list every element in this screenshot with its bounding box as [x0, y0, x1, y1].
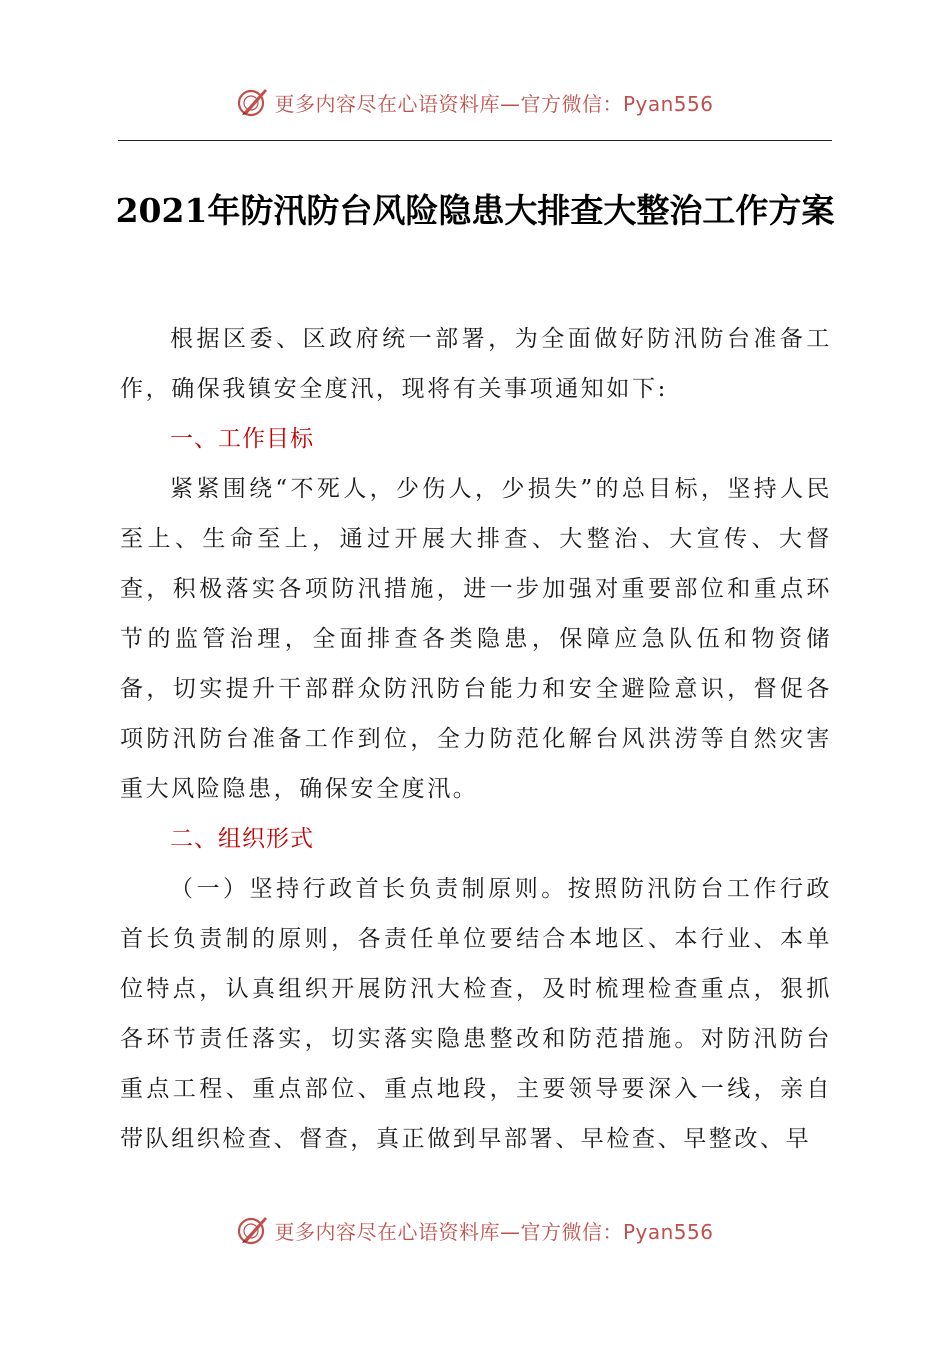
document-body — [120, 314, 832, 1164]
section-heading-goals: 一、工作目标 — [170, 426, 314, 452]
header-divider — [118, 140, 832, 141]
section-paragraph-organization: （一）坚持行政首长负责制原则。按照防汛防台工作行政首长负责制的原则，各责任单位要结合本地区、本行业、本单位特点，认真组织开展防汛大检查，及时梳理检查重点，狠抓各环节责任落实，切实落实隐患整改和防范措施。对防汛防台重点工程、重点部位、重点地段，主要领导要深入一线，亲自带队组织检查、督查，真正做到早部署、早检查、早整改、早 — [120, 876, 832, 1152]
intro-paragraph: 根据区委、区政府统一部署，为全面做好防汛防台准备工作，确保我镇安全度汛，现将有关事项通知如下: — [120, 326, 832, 402]
banner-text: 更多内容尽在心语资料库—官方微信：Pyan556 — [274, 91, 714, 116]
pen-circle-logo-icon — [236, 85, 270, 119]
section-paragraph-goals: 紧紧围绕“不死人，少伤人，少损失”的总目标，坚持人民至上、生命至上，通过开展大排查、大整治、大宣传、大督查，积极落实各项防汛措施，进一步加强对重要部位和重点环节的监管治理，全面排查各类隐患，保障应急队伍和物资储备，切实提升干部群众防汛防台能力和安全避险意识，督促各项防汛防台准备工作到位，全力防范化解台风洪涝等自然灾害重大风险隐患，确保安全度汛。 — [120, 476, 832, 802]
document-title: 2021年防汛防台风险隐患大排查大整治工作方案 — [115, 191, 835, 230]
banner-text: 更多内容尽在心语资料库—官方微信：Pyan556 — [274, 1219, 714, 1244]
section-heading-organization: 二、组织形式 — [170, 826, 314, 852]
pen-circle-logo-icon — [236, 1213, 270, 1247]
header-banner — [0, 80, 950, 124]
footer-banner — [0, 1208, 950, 1252]
